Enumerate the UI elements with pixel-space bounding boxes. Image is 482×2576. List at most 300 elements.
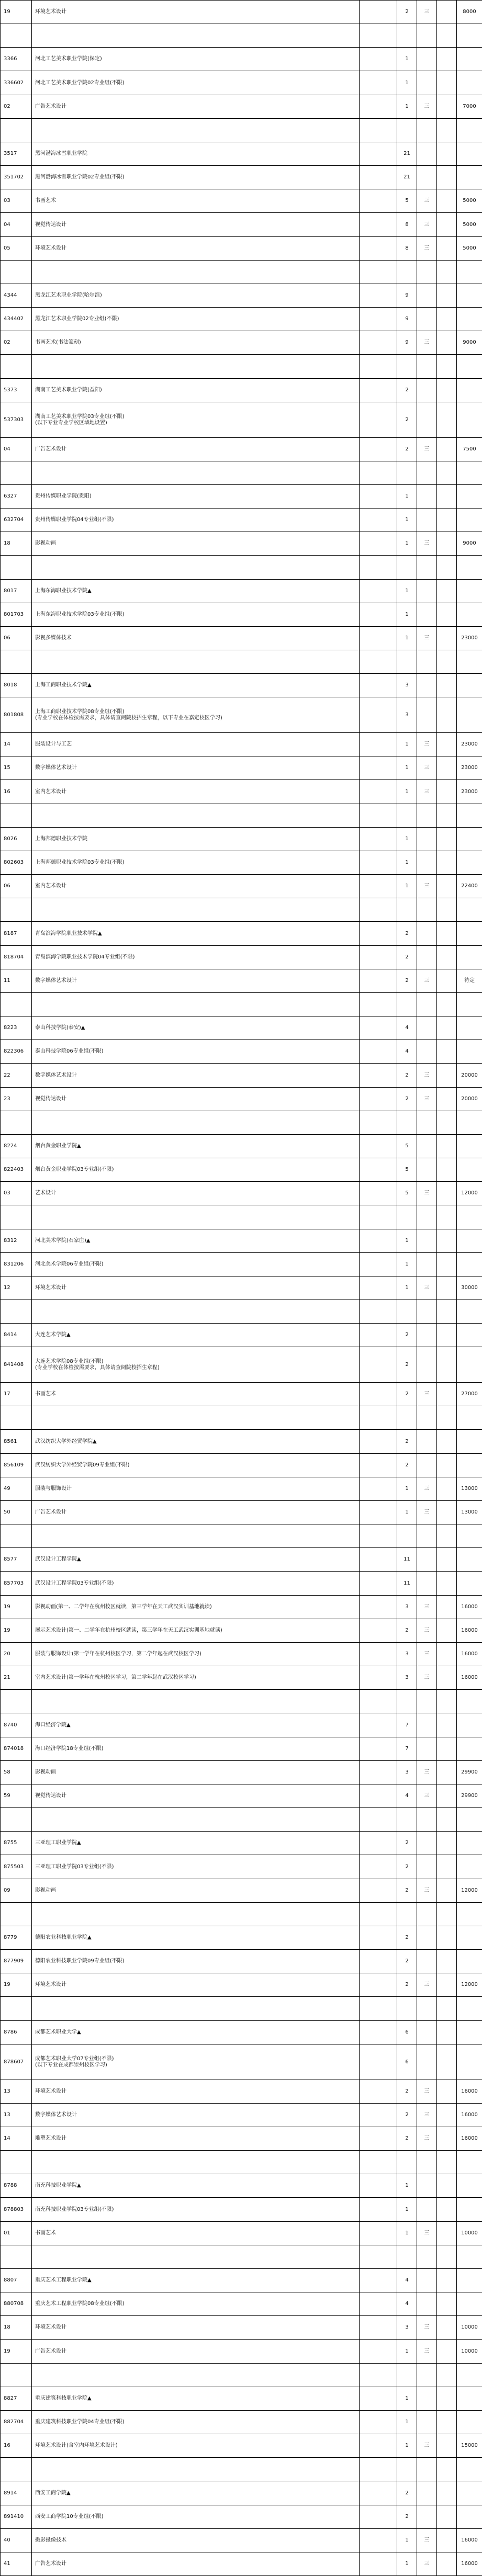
code-cell: 4344 <box>1 284 32 308</box>
empty-cell <box>457 261 482 284</box>
spacer-row <box>1 1903 482 1926</box>
plan-count-cell: 2 <box>397 946 417 969</box>
name-cell: 视觉传达设计 <box>32 1784 360 1808</box>
fee-cell <box>457 922 482 946</box>
empty-cell <box>32 556 360 580</box>
empty-cell <box>397 1524 417 1548</box>
extra-cell <box>437 1643 457 1666</box>
duration-cell: 三 <box>417 1879 437 1903</box>
blank-cell <box>360 627 397 650</box>
duration-cell <box>417 1229 437 1253</box>
spacer-row <box>1 898 482 922</box>
fee-cell: 12000 <box>457 1182 482 1205</box>
plan-count-cell: 2 <box>397 379 417 402</box>
duration-cell: 三 <box>417 780 437 804</box>
blank-cell <box>360 1088 397 1111</box>
code-cell: 8740 <box>1 1713 32 1737</box>
duration-cell <box>417 1158 437 1182</box>
blank-cell <box>360 95 397 119</box>
empty-cell <box>437 1903 457 1926</box>
extra-cell <box>437 733 457 756</box>
duration-cell <box>417 922 437 946</box>
fee-cell: 5000 <box>457 189 482 213</box>
extra-cell <box>437 828 457 851</box>
blank-cell <box>360 1454 397 1477</box>
table-row <box>1 1276 482 1300</box>
code-cell: 8561 <box>1 1430 32 1454</box>
fee-cell <box>457 2174 482 2198</box>
code-cell: 831206 <box>1 1253 32 1276</box>
extra-cell <box>437 485 457 509</box>
plan-count-cell: 1 <box>397 509 417 532</box>
spacer-row <box>1 650 482 674</box>
plan-count-cell: 2 <box>397 1088 417 1111</box>
plan-count-cell: 2 <box>397 402 417 438</box>
plan-count-cell: 2 <box>397 1454 417 1477</box>
blank-cell <box>360 438 397 461</box>
table-row <box>1 1737 482 1761</box>
fee-cell <box>457 1040 482 1064</box>
extra-cell <box>437 2316 457 2340</box>
blank-cell <box>360 1324 397 1347</box>
fee-cell <box>457 1950 482 1973</box>
duration-cell <box>417 308 437 331</box>
extra-cell <box>437 1784 457 1808</box>
empty-cell <box>457 461 482 485</box>
empty-cell <box>417 1300 437 1324</box>
fee-cell <box>457 1229 482 1253</box>
plan-count-cell: 1 <box>397 2222 417 2245</box>
plan-count-cell: 1 <box>397 2434 417 2458</box>
empty-cell <box>32 1300 360 1324</box>
table-row <box>1 1383 482 1406</box>
extra-cell <box>437 2481 457 2505</box>
empty-cell <box>397 355 417 379</box>
code-cell: 19 <box>1 1973 32 1997</box>
empty-cell <box>1 1997 32 2021</box>
duration-cell <box>417 1040 437 1064</box>
extra-cell <box>437 1182 457 1205</box>
plan-count-cell: 2 <box>397 1347 417 1383</box>
empty-cell <box>360 1111 397 1135</box>
duration-cell: 三 <box>417 627 437 650</box>
empty-cell <box>417 461 437 485</box>
empty-cell <box>457 2364 482 2387</box>
table-row <box>1 1572 482 1596</box>
table-row <box>1 1347 482 1383</box>
blank-cell <box>360 2222 397 2245</box>
empty-cell <box>1 1111 32 1135</box>
code-cell: 8827 <box>1 2387 32 2411</box>
duration-cell <box>417 2174 437 2198</box>
blank-cell <box>360 2292 397 2316</box>
empty-cell <box>417 2458 437 2481</box>
plan-count-cell: 1 <box>397 733 417 756</box>
fee-cell: 16000 <box>457 1643 482 1666</box>
blank-cell <box>360 2127 397 2151</box>
empty-cell <box>417 898 437 922</box>
duration-cell <box>417 1548 437 1572</box>
plan-count-cell: 1 <box>397 95 417 119</box>
code-cell: 01 <box>1 2222 32 2245</box>
empty-cell <box>397 2364 417 2387</box>
empty-cell <box>360 1524 397 1548</box>
extra-cell <box>437 402 457 438</box>
plan-count-cell: 9 <box>397 331 417 355</box>
blank-cell <box>360 2044 397 2080</box>
fee-cell <box>457 71 482 95</box>
table-row <box>1 2044 482 2080</box>
plan-count-cell: 1 <box>397 603 417 627</box>
name-cell: 成都艺术职业大学▲ <box>32 2021 360 2044</box>
code-cell: 877909 <box>1 1950 32 1973</box>
code-cell: 8026 <box>1 828 32 851</box>
blank-cell <box>360 2198 397 2222</box>
plan-count-cell: 2 <box>397 1879 417 1903</box>
name-cell: 青岛滨海学院职业技术学院04专业组(不限) <box>32 946 360 969</box>
fee-cell: 29900 <box>457 1761 482 1784</box>
duration-cell <box>417 485 437 509</box>
empty-cell <box>360 804 397 828</box>
code-cell: 336602 <box>1 71 32 95</box>
fee-cell: 20000 <box>457 1088 482 1111</box>
empty-cell <box>437 898 457 922</box>
table-row <box>1 1950 482 1973</box>
table-row <box>1 1973 482 1997</box>
empty-cell <box>437 1406 457 1430</box>
empty-cell <box>397 1808 417 1832</box>
name-cell: 书画艺术 <box>32 1383 360 1406</box>
extra-cell <box>437 532 457 556</box>
fee-cell <box>457 1855 482 1879</box>
plan-count-cell: 2 <box>397 2505 417 2529</box>
code-cell: 351702 <box>1 166 32 189</box>
duration-cell <box>417 2481 437 2505</box>
extra-cell <box>437 2387 457 2411</box>
empty-cell <box>457 24 482 48</box>
table-row <box>1 2127 482 2151</box>
extra-cell <box>437 1879 457 1903</box>
duration-cell: 三 <box>417 1596 437 1619</box>
blank-cell <box>360 1548 397 1572</box>
name-cell: 黑龙江艺术职业学院(哈尔滨) <box>32 284 360 308</box>
table-row <box>1 1088 482 1111</box>
empty-cell <box>1 1205 32 1229</box>
code-cell: 882704 <box>1 2411 32 2434</box>
empty-cell <box>417 804 437 828</box>
table-row <box>1 71 482 95</box>
extra-cell <box>437 1761 457 1784</box>
code-cell: 06 <box>1 627 32 650</box>
table-row <box>1 1619 482 1643</box>
empty-cell <box>417 993 437 1016</box>
empty-cell <box>397 261 417 284</box>
blank-cell <box>360 2481 397 2505</box>
plan-count-cell: 1 <box>397 580 417 603</box>
blank-cell <box>360 308 397 331</box>
name-cell: 影视多媒体技术 <box>32 627 360 650</box>
duration-cell <box>417 1430 437 1454</box>
empty-cell <box>397 1690 417 1713</box>
fee-cell <box>457 1454 482 1477</box>
code-cell: 05 <box>1 237 32 261</box>
empty-cell <box>32 1524 360 1548</box>
empty-cell <box>397 1406 417 1430</box>
empty-cell <box>417 1997 437 2021</box>
fee-cell: 7500 <box>457 438 482 461</box>
plan-count-cell: 4 <box>397 1040 417 1064</box>
empty-cell <box>417 650 437 674</box>
empty-cell <box>417 355 437 379</box>
blank-cell <box>360 674 397 697</box>
fee-cell: 16000 <box>457 1666 482 1690</box>
fee-cell: 13000 <box>457 1501 482 1524</box>
empty-cell <box>397 804 417 828</box>
table-row <box>1 2387 482 2411</box>
name-cell: 室内艺术设计 <box>32 780 360 804</box>
plan-count-cell: 9 <box>397 284 417 308</box>
code-cell: 822306 <box>1 1040 32 1064</box>
code-cell: 03 <box>1 1182 32 1205</box>
name-cell: 环境艺术设计 <box>32 1973 360 1997</box>
name-cell: 环境艺术设计 <box>32 2080 360 2104</box>
empty-cell <box>32 1903 360 1926</box>
table-row <box>1 532 482 556</box>
plan-count-cell: 1 <box>397 1477 417 1501</box>
fee-cell: 23000 <box>457 733 482 756</box>
empty-cell <box>417 2245 437 2269</box>
duration-cell <box>417 828 437 851</box>
name-cell: 重庆建筑科技职业学院▲ <box>32 2387 360 2411</box>
name-cell: 影视动画 <box>32 1879 360 1903</box>
empty-cell <box>417 261 437 284</box>
spacer-row <box>1 804 482 828</box>
plan-count-cell: 11 <box>397 1572 417 1596</box>
name-cell: 贵州传媒职业学院04专业组(不限) <box>32 509 360 532</box>
name-cell: 重庆艺术工程职业学院08专业组(不限) <box>32 2292 360 2316</box>
fee-cell: 27000 <box>457 1383 482 1406</box>
empty-cell <box>397 24 417 48</box>
fee-cell: 16000 <box>457 2080 482 2104</box>
name-cell: 大连艺术学院08专业组(不限) (专业学校在体检按需要求，具体请查阅院校招生章程) <box>32 1347 360 1383</box>
name-cell: 影视动画 <box>32 1761 360 1784</box>
fee-cell <box>457 674 482 697</box>
code-cell: 18 <box>1 532 32 556</box>
extra-cell <box>437 1596 457 1619</box>
blank-cell <box>360 379 397 402</box>
plan-count-cell: 2 <box>397 438 417 461</box>
blank-cell <box>360 48 397 71</box>
code-cell: 20 <box>1 1643 32 1666</box>
duration-cell: 三 <box>417 1 437 24</box>
fee-cell <box>457 2044 482 2080</box>
duration-cell: 三 <box>417 237 437 261</box>
empty-cell <box>32 1406 360 1430</box>
plan-count-cell: 21 <box>397 166 417 189</box>
name-cell: 环境艺术设计 <box>32 237 360 261</box>
extra-cell <box>437 379 457 402</box>
table-row <box>1 603 482 627</box>
duration-cell: 三 <box>417 2316 437 2340</box>
plan-count-cell: 2 <box>397 1619 417 1643</box>
empty-cell <box>417 119 437 142</box>
table-row <box>1 237 482 261</box>
empty-cell <box>457 1300 482 1324</box>
code-cell: 801703 <box>1 603 32 627</box>
empty-cell <box>417 1205 437 1229</box>
table-row <box>1 922 482 946</box>
empty-cell <box>437 1808 457 1832</box>
fee-cell: 5000 <box>457 237 482 261</box>
table-row <box>1 166 482 189</box>
empty-cell <box>360 1205 397 1229</box>
empty-cell <box>32 2364 360 2387</box>
empty-cell <box>437 2458 457 2481</box>
empty-cell <box>32 993 360 1016</box>
extra-cell <box>437 2222 457 2245</box>
blank-cell <box>360 851 397 875</box>
table-row <box>1 1761 482 1784</box>
code-cell: 19 <box>1 1 32 24</box>
empty-cell <box>457 2245 482 2269</box>
fee-cell <box>457 2411 482 2434</box>
spacer-row <box>1 1406 482 1430</box>
duration-cell <box>417 851 437 875</box>
fee-cell: 16000 <box>457 1619 482 1643</box>
empty-cell <box>360 898 397 922</box>
extra-cell <box>437 2434 457 2458</box>
duration-cell <box>417 1572 437 1596</box>
fee-cell <box>457 1832 482 1855</box>
name-cell: 广告艺术设计 <box>32 2340 360 2364</box>
extra-cell <box>437 1040 457 1064</box>
table-row <box>1 485 482 509</box>
code-cell: 06 <box>1 875 32 898</box>
plan-count-cell: 1 <box>397 851 417 875</box>
empty-cell <box>1 1903 32 1926</box>
plan-count-cell: 2 <box>397 1324 417 1347</box>
fee-cell <box>457 1713 482 1737</box>
empty-cell <box>437 650 457 674</box>
fee-cell: 15000 <box>457 2434 482 2458</box>
table-row <box>1 2316 482 2340</box>
spacer-row <box>1 1997 482 2021</box>
code-cell: 14 <box>1 733 32 756</box>
spacer-row <box>1 2245 482 2269</box>
empty-cell <box>1 1300 32 1324</box>
empty-cell <box>397 993 417 1016</box>
empty-cell <box>457 993 482 1016</box>
blank-cell <box>360 1855 397 1879</box>
fee-cell: 30000 <box>457 1276 482 1300</box>
plan-count-cell: 2 <box>397 1973 417 1997</box>
fee-cell <box>457 2198 482 2222</box>
duration-cell <box>417 580 437 603</box>
duration-cell <box>417 1324 437 1347</box>
empty-cell <box>360 2458 397 2481</box>
name-cell: 贵州传媒职业学院(贵阳) <box>32 485 360 509</box>
name-cell: 广告艺术设计 <box>32 2552 360 2576</box>
duration-cell <box>417 402 437 438</box>
blank-cell <box>360 2021 397 2044</box>
extra-cell <box>437 237 457 261</box>
name-cell: 重庆艺术工程职业学院▲ <box>32 2269 360 2292</box>
empty-cell <box>1 1808 32 1832</box>
fee-cell: 23000 <box>457 756 482 780</box>
plan-count-cell: 1 <box>397 2529 417 2552</box>
blank-cell <box>360 2080 397 2104</box>
blank-cell <box>360 509 397 532</box>
fee-cell <box>457 851 482 875</box>
empty-cell <box>1 898 32 922</box>
extra-cell <box>437 1973 457 1997</box>
name-cell: 雕塑艺术设计 <box>32 2127 360 2151</box>
duration-cell: 三 <box>417 1501 437 1524</box>
plan-count-cell: 4 <box>397 1784 417 1808</box>
table-row <box>1 828 482 851</box>
empty-cell <box>360 1808 397 1832</box>
code-cell: 818704 <box>1 946 32 969</box>
extra-cell <box>437 875 457 898</box>
duration-cell: 三 <box>417 2127 437 2151</box>
blank-cell <box>360 1950 397 1973</box>
extra-cell <box>437 780 457 804</box>
spacer-row <box>1 24 482 48</box>
extra-cell <box>437 1158 457 1182</box>
fee-cell: 16000 <box>457 1596 482 1619</box>
code-cell: 8018 <box>1 674 32 697</box>
table-row <box>1 697 482 733</box>
name-cell: 黑龙江艺术职业学院02专业组(不限) <box>32 308 360 331</box>
extra-cell <box>437 756 457 780</box>
extra-cell <box>437 580 457 603</box>
fee-cell: 20000 <box>457 1064 482 1088</box>
duration-cell: 三 <box>417 532 437 556</box>
code-cell: 8223 <box>1 1016 32 1040</box>
extra-cell <box>437 1926 457 1950</box>
plan-count-cell: 1 <box>397 485 417 509</box>
table-row <box>1 1832 482 1855</box>
spacer-row <box>1 1300 482 1324</box>
code-cell: 19 <box>1 1619 32 1643</box>
fee-cell: 16000 <box>457 2104 482 2127</box>
extra-cell <box>437 2529 457 2552</box>
blank-cell <box>360 2174 397 2198</box>
duration-cell: 三 <box>417 2222 437 2245</box>
name-cell: 服装设计与工艺 <box>32 733 360 756</box>
code-cell: 04 <box>1 438 32 461</box>
fee-cell <box>457 1158 482 1182</box>
duration-cell: 三 <box>417 1064 437 1088</box>
code-cell: 18 <box>1 2316 32 2340</box>
empty-cell <box>397 1111 417 1135</box>
blank-cell <box>360 1 397 24</box>
empty-cell <box>437 461 457 485</box>
name-cell: 影视动画 <box>32 532 360 556</box>
table-row <box>1 1158 482 1182</box>
fee-cell <box>457 509 482 532</box>
empty-cell <box>32 1690 360 1713</box>
fee-cell <box>457 485 482 509</box>
duration-cell: 三 <box>417 2340 437 2364</box>
extra-cell <box>437 189 457 213</box>
empty-cell <box>360 993 397 1016</box>
empty-cell <box>360 119 397 142</box>
name-cell: 上海邦德职业技术学院 <box>32 828 360 851</box>
spacer-row <box>1 1808 482 1832</box>
duration-cell: 三 <box>417 1477 437 1501</box>
code-cell: 03 <box>1 189 32 213</box>
